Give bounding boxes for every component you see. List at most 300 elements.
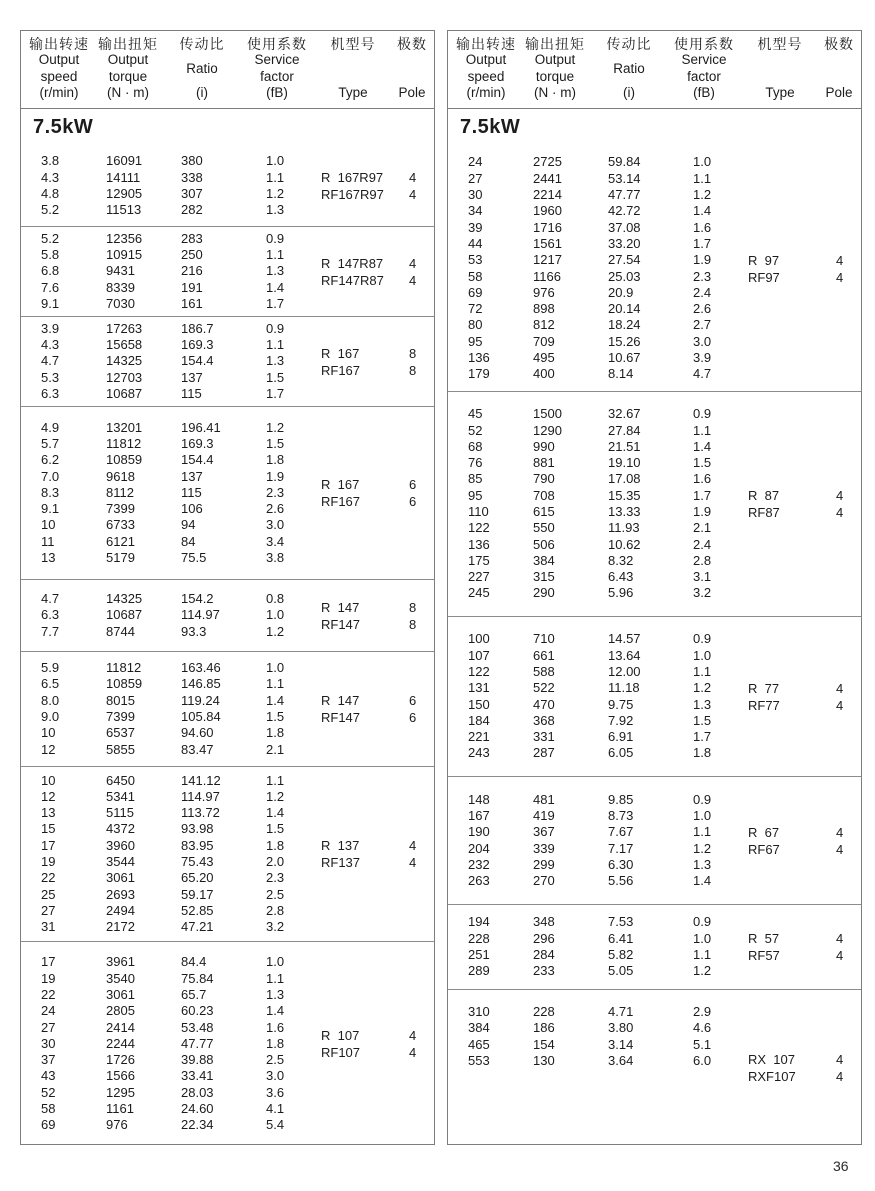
ratio-cell: 137	[181, 369, 203, 385]
pole-cell: 4	[836, 505, 844, 520]
table-row	[448, 455, 861, 471]
output-torque-cell: 233	[533, 963, 555, 979]
type-block	[321, 255, 430, 289]
output-torque-cell: 10687	[106, 607, 143, 623]
ratio-cell: 75.5	[181, 550, 207, 566]
service-factor-cell: 1.5	[266, 369, 285, 385]
header-speed-unit: (r/min)	[39, 84, 79, 100]
ratio-cell: 32.67	[608, 406, 641, 422]
type-line	[748, 841, 857, 858]
output-speed-cell: 68	[468, 438, 483, 454]
output-torque-cell: 368	[533, 712, 555, 728]
type-line	[321, 476, 430, 493]
output-speed-cell: 17	[41, 837, 56, 853]
pole-cell: 8	[409, 599, 417, 615]
table-row	[448, 664, 861, 680]
ratio-cell: 84.4	[181, 954, 207, 970]
header-ratio-cn: 传动比	[606, 36, 652, 52]
service-factor-cell: 0.9	[693, 406, 712, 422]
type-line	[321, 186, 430, 203]
service-factor-cell: 1.4	[693, 203, 712, 219]
ratio-cell: 5.96	[608, 585, 634, 601]
service-factor-cell: 3.4	[266, 533, 285, 549]
header-torque-cn: 输出扭矩	[98, 36, 158, 52]
header-speed-unit: (r/min)	[466, 84, 506, 100]
type-block	[748, 1051, 857, 1085]
header-speed-cn: 输出转速	[456, 36, 516, 52]
pole-cell: 4	[409, 255, 417, 271]
service-factor-cell: 6.0	[693, 1052, 712, 1068]
ratio-cell: 114.97	[181, 607, 220, 623]
ratio-cell: 27.54	[608, 252, 641, 268]
table-row	[448, 745, 861, 761]
type-block	[321, 476, 430, 510]
pole-cell: 8	[409, 362, 417, 378]
service-factor-cell: 1.5	[266, 435, 285, 451]
output-torque-cell: 9431	[106, 263, 135, 279]
service-factor-cell: 1.5	[266, 709, 285, 724]
ratio-cell: 161	[181, 295, 203, 311]
service-factor-cell: 1.6	[693, 471, 712, 487]
service-factor-cell: 1.0	[693, 154, 712, 170]
pole-cell: 6	[409, 477, 417, 492]
output-speed-cell: 6.3	[41, 385, 60, 401]
output-speed-cell: 17	[41, 954, 56, 970]
output-speed-cell: 263	[468, 873, 490, 889]
header-type-cn: 机型号	[330, 36, 376, 52]
output-torque-cell: 3961	[106, 954, 135, 970]
output-torque-cell: 12356	[106, 230, 143, 246]
service-factor-cell: 1.0	[693, 807, 712, 823]
header-service-cn: 使用系数	[247, 36, 307, 52]
output-speed-cell: 553	[468, 1052, 490, 1068]
output-speed-cell: 24	[41, 1003, 56, 1019]
ratio-cell: 7.92	[608, 712, 634, 728]
service-factor-cell: 3.6	[266, 1084, 285, 1100]
output-speed-cell: 52	[468, 422, 483, 438]
output-speed-cell: 13	[41, 550, 56, 566]
service-factor-cell: 2.4	[693, 536, 712, 552]
ratio-group	[21, 146, 434, 226]
output-speed-cell: 4.9	[41, 419, 60, 435]
ratio-cell: 113.72	[181, 805, 220, 821]
type-cell: R 107	[321, 1028, 360, 1043]
output-torque-cell: 154	[533, 1036, 555, 1052]
ratio-cell: 6.91	[608, 729, 634, 745]
output-speed-cell: 4.3	[41, 169, 60, 185]
ratio-cell: 6.43	[608, 569, 634, 585]
type-line	[321, 854, 430, 871]
table-row	[21, 1117, 434, 1133]
ratio-cell: 42.72	[608, 203, 641, 219]
output-speed-cell: 44	[468, 235, 483, 251]
type-block	[321, 837, 430, 871]
table-row	[448, 808, 861, 824]
output-torque-cell: 12905	[106, 186, 143, 201]
header-torque-cn: 输出扭矩	[525, 36, 585, 52]
output-speed-cell: 39	[468, 219, 483, 235]
service-factor-cell: 4.1	[266, 1101, 285, 1117]
output-torque-cell: 506	[533, 536, 555, 552]
output-speed-cell: 22	[41, 986, 56, 1002]
service-factor-cell: 1.1	[266, 970, 285, 986]
ratio-cell: 169.3	[181, 337, 214, 353]
table-row	[448, 366, 861, 382]
output-torque-cell: 1161	[106, 1101, 134, 1117]
header-ratio-unit: (i)	[623, 85, 635, 100]
service-factor-cell: 1.8	[266, 1035, 285, 1051]
output-torque-cell: 3540	[106, 970, 135, 986]
output-torque-cell: 7399	[106, 501, 135, 517]
type-cell: RF147	[321, 616, 361, 632]
type-cell: RF167	[321, 362, 361, 378]
header-speed-en2: speed	[40, 68, 78, 84]
output-speed-cell: 7.6	[41, 279, 60, 295]
ratio-cell: 154.4	[181, 353, 214, 369]
output-torque-cell: 495	[533, 349, 555, 365]
output-torque-cell: 3061	[106, 986, 135, 1002]
type-cell: RF67	[748, 841, 780, 857]
type-line	[321, 1027, 430, 1044]
table-row	[21, 296, 434, 312]
service-factor-cell: 1.4	[693, 438, 712, 454]
service-factor-cell: 1.0	[693, 647, 712, 663]
type-cell: R 67	[748, 824, 780, 840]
table-row	[448, 1020, 861, 1036]
output-speed-cell: 30	[41, 1035, 56, 1051]
output-torque-cell: 976	[106, 1117, 128, 1133]
type-line	[321, 272, 430, 289]
output-speed-cell: 31	[41, 919, 56, 935]
table-row	[448, 350, 861, 366]
output-speed-cell: 43	[41, 1068, 56, 1084]
type-cell: R 147R87	[321, 255, 384, 271]
output-speed-cell: 6.8	[41, 263, 60, 279]
table-row	[448, 317, 861, 333]
ratio-cell: 84	[181, 533, 196, 549]
service-factor-cell: 3.2	[693, 585, 712, 601]
output-torque-cell: 2494	[106, 902, 135, 918]
ratio-cell: 12.00	[608, 663, 641, 679]
service-factor-cell: 1.8	[693, 745, 712, 761]
header-torque-en1: Output	[107, 52, 149, 68]
output-torque-cell: 3960	[106, 837, 135, 853]
ratio-cell: 20.14	[608, 301, 641, 317]
type-cell: RF87	[748, 505, 780, 520]
pole-cell: 6	[409, 494, 417, 509]
table-row	[448, 406, 861, 422]
output-torque-cell: 339	[533, 840, 555, 856]
output-speed-cell: 131	[468, 680, 490, 696]
table-row	[448, 471, 861, 487]
ratio-cell: 20.9	[608, 284, 634, 300]
output-torque-cell: 1166	[533, 268, 561, 284]
pole-cell: 4	[836, 1052, 844, 1067]
column-header-output-torque	[98, 36, 158, 101]
output-torque-cell: 470	[533, 696, 555, 712]
output-speed-cell: 221	[468, 729, 490, 745]
service-factor-cell: 3.8	[266, 550, 285, 566]
service-factor-cell: 2.6	[693, 301, 712, 317]
table-row	[448, 963, 861, 979]
output-torque-cell: 228	[533, 1004, 555, 1019]
ratio-cell: 169.3	[181, 435, 214, 451]
service-factor-cell: 1.1	[266, 247, 285, 263]
ratio-cell: 119.24	[181, 692, 220, 708]
type-cell: R 87	[748, 488, 780, 503]
output-speed-cell: 30	[468, 187, 483, 203]
pole-cell: 4	[836, 680, 844, 696]
service-factor-cell: 2.8	[693, 552, 712, 568]
service-factor-cell: 1.5	[693, 712, 712, 728]
type-cell: RF167	[321, 494, 361, 509]
output-speed-cell: 5.7	[41, 435, 60, 451]
output-torque-cell: 1217	[533, 252, 562, 268]
type-cell: RF167R97	[321, 187, 384, 202]
ratio-cell: 83.47	[181, 741, 214, 757]
ratio-cell: 283	[181, 230, 203, 246]
output-speed-cell: 4.3	[41, 337, 60, 353]
header-pole-en: Pole	[825, 85, 853, 100]
service-factor-cell: 3.9	[693, 349, 712, 365]
header-ratio-cn: 传动比	[179, 36, 225, 52]
table-row	[21, 420, 434, 436]
type-cell: R 147	[321, 599, 360, 615]
output-torque-cell: 898	[533, 301, 555, 317]
type-cell: R 147	[321, 693, 360, 708]
output-speed-cell: 69	[41, 1117, 56, 1133]
ratio-cell: 146.85	[181, 676, 221, 692]
output-speed-cell: 95	[468, 333, 483, 349]
ratio-cell: 93.98	[181, 821, 214, 837]
type-cell: RX 107	[748, 1052, 795, 1067]
header-torque-en2: torque	[108, 68, 148, 84]
ratio-cell: 9.75	[608, 696, 634, 712]
output-torque-cell: 14325	[106, 353, 143, 369]
type-cell: RF137	[321, 855, 361, 870]
page-number: 36	[833, 1158, 849, 1174]
column-header-output-speed	[29, 36, 89, 101]
type-line	[321, 345, 430, 362]
service-factor-cell: 1.4	[266, 692, 285, 708]
ratio-cell: 186.7	[181, 320, 214, 336]
ratio-cell: 6.30	[608, 856, 634, 872]
output-speed-cell: 228	[468, 930, 490, 946]
pole-cell: 4	[836, 948, 844, 963]
table-row	[21, 386, 434, 402]
service-factor-cell: 5.4	[266, 1117, 285, 1133]
ratio-cell: 33.20	[608, 235, 641, 251]
output-torque-cell: 11812	[106, 435, 142, 451]
type-line	[321, 1044, 430, 1061]
output-speed-cell: 6.3	[41, 607, 60, 623]
output-torque-cell: 284	[533, 947, 555, 962]
service-factor-cell: 1.4	[693, 873, 712, 889]
output-torque-cell: 1960	[533, 203, 562, 219]
service-factor-cell: 3.0	[693, 333, 712, 349]
output-torque-cell: 550	[533, 520, 555, 536]
output-torque-cell: 2214	[533, 187, 562, 203]
output-torque-cell: 709	[533, 333, 555, 349]
ratio-cell: 8.14	[608, 366, 634, 382]
table-row	[21, 153, 434, 169]
ratio-cell: 14.57	[608, 631, 641, 647]
output-speed-cell: 37	[41, 1052, 56, 1068]
header-service-en2: factor	[687, 68, 721, 84]
output-torque-cell: 3544	[106, 854, 135, 869]
output-speed-cell: 34	[468, 203, 483, 219]
service-factor-cell: 2.4	[693, 284, 712, 300]
pole-cell: 6	[409, 710, 417, 725]
output-speed-cell: 465	[468, 1036, 490, 1052]
ratio-cell: 191	[181, 279, 203, 295]
output-torque-cell: 130	[533, 1052, 555, 1068]
service-factor-cell: 1.8	[266, 725, 285, 741]
service-factor-cell: 1.7	[693, 487, 712, 503]
type-line	[321, 616, 430, 633]
service-factor-cell: 1.2	[693, 680, 712, 696]
service-factor-cell: 1.3	[693, 696, 712, 712]
type-cell: RF147R87	[321, 272, 384, 288]
service-factor-cell: 2.5	[266, 1052, 285, 1068]
output-speed-cell: 24	[468, 154, 483, 170]
output-torque-cell: 14111	[106, 169, 141, 185]
output-torque-cell: 2172	[106, 919, 135, 935]
pole-cell: 8	[409, 616, 417, 632]
service-factor-cell: 1.1	[266, 337, 285, 353]
column-header-output-torque	[525, 36, 585, 101]
type-cell: R 57	[748, 931, 780, 946]
output-torque-cell: 348	[533, 914, 555, 930]
ratio-cell: 59.17	[181, 886, 214, 902]
output-torque-cell: 990	[533, 438, 555, 454]
service-factor-cell: 1.3	[266, 263, 285, 279]
type-block	[321, 345, 430, 379]
type-cell: R 167R97	[321, 170, 384, 185]
spec-table-right	[447, 30, 862, 1145]
output-torque-cell: 522	[533, 680, 555, 696]
table-row	[21, 742, 434, 758]
ratio-cell: 33.41	[181, 1068, 214, 1084]
service-factor-cell: 2.0	[266, 854, 285, 869]
output-speed-cell: 15	[41, 821, 56, 837]
pole-cell: 4	[836, 931, 844, 946]
ratio-cell: 47.21	[181, 919, 214, 935]
output-speed-cell: 107	[468, 647, 490, 663]
ratio-cell: 338	[181, 169, 203, 185]
type-line	[321, 362, 430, 379]
service-factor-cell: 1.3	[266, 353, 285, 369]
table-row	[448, 873, 861, 889]
ratio-group	[21, 406, 434, 579]
ratio-cell: 21.51	[608, 438, 641, 454]
output-torque-cell: 5179	[106, 550, 135, 566]
output-torque-cell: 287	[533, 745, 555, 761]
pole-cell: 8	[409, 345, 417, 361]
output-torque-cell: 2441	[533, 170, 562, 186]
output-torque-cell: 4372	[106, 821, 135, 837]
type-line	[321, 493, 430, 510]
service-factor-cell: 2.8	[266, 902, 285, 918]
type-cell: R 167	[321, 345, 360, 361]
output-torque-cell: 299	[533, 856, 555, 872]
service-factor-cell: 1.8	[266, 452, 285, 468]
service-factor-cell: 0.9	[693, 631, 712, 647]
service-factor-cell: 2.7	[693, 317, 712, 333]
output-torque-cell: 481	[533, 791, 555, 807]
output-torque-cell: 15658	[106, 337, 143, 353]
ratio-cell: 8.73	[608, 807, 634, 823]
type-cell: RF57	[748, 948, 780, 963]
service-factor-cell: 1.2	[266, 186, 285, 201]
service-factor-cell: 1.1	[693, 947, 712, 962]
table-header	[448, 31, 861, 109]
ratio-cell: 47.77	[181, 1035, 214, 1051]
service-factor-cell: 1.0	[266, 153, 285, 169]
type-line	[321, 709, 430, 726]
ratio-cell: 65.20	[181, 870, 214, 886]
ratio-cell: 13.33	[608, 504, 641, 519]
output-speed-cell: 8.3	[41, 484, 60, 500]
table-row	[21, 1085, 434, 1101]
type-line	[748, 680, 857, 697]
output-torque-cell: 615	[533, 504, 555, 519]
table-row	[21, 805, 434, 821]
table-row	[448, 301, 861, 317]
ratio-group	[448, 776, 861, 904]
pole-cell: 4	[836, 269, 844, 285]
column-header-ratio	[607, 36, 652, 101]
header-service-unit: (fB)	[266, 84, 288, 100]
table-header	[21, 31, 434, 109]
header-speed-en2: speed	[467, 68, 505, 84]
output-speed-cell: 12	[41, 788, 56, 804]
output-speed-cell: 136	[468, 536, 490, 552]
output-torque-cell: 1295	[106, 1084, 135, 1100]
output-speed-cell: 243	[468, 745, 490, 761]
table-row	[448, 713, 861, 729]
output-speed-cell: 175	[468, 552, 490, 568]
output-torque-cell: 6733	[106, 517, 135, 533]
type-cell: RXF107	[748, 1069, 796, 1084]
type-block	[321, 169, 430, 203]
output-speed-cell: 190	[468, 824, 490, 840]
output-torque-cell: 976	[533, 284, 555, 300]
output-torque-cell: 8015	[106, 692, 135, 708]
output-speed-cell: 13	[41, 805, 56, 821]
table-row	[448, 220, 861, 236]
output-speed-cell: 4.7	[41, 353, 60, 369]
output-torque-cell: 16091	[106, 153, 143, 169]
ratio-cell: 24.60	[181, 1101, 214, 1117]
output-speed-cell: 11	[41, 533, 55, 549]
table-row	[448, 857, 861, 873]
output-speed-cell: 76	[468, 455, 483, 471]
table-row	[448, 569, 861, 585]
header-ratio-unit: (i)	[196, 85, 208, 100]
output-torque-cell: 8112	[106, 484, 134, 500]
type-block	[748, 930, 857, 964]
table-row	[448, 154, 861, 170]
output-torque-cell: 2244	[106, 1035, 135, 1051]
output-speed-cell: 3.8	[41, 153, 60, 169]
pole-cell: 4	[409, 1028, 417, 1043]
pole-cell: 4	[409, 187, 417, 202]
output-torque-cell: 5341	[106, 788, 135, 804]
output-torque-cell: 6450	[106, 772, 135, 788]
output-torque-cell: 708	[533, 487, 555, 503]
power-section-title: 7.5kW	[33, 116, 94, 138]
